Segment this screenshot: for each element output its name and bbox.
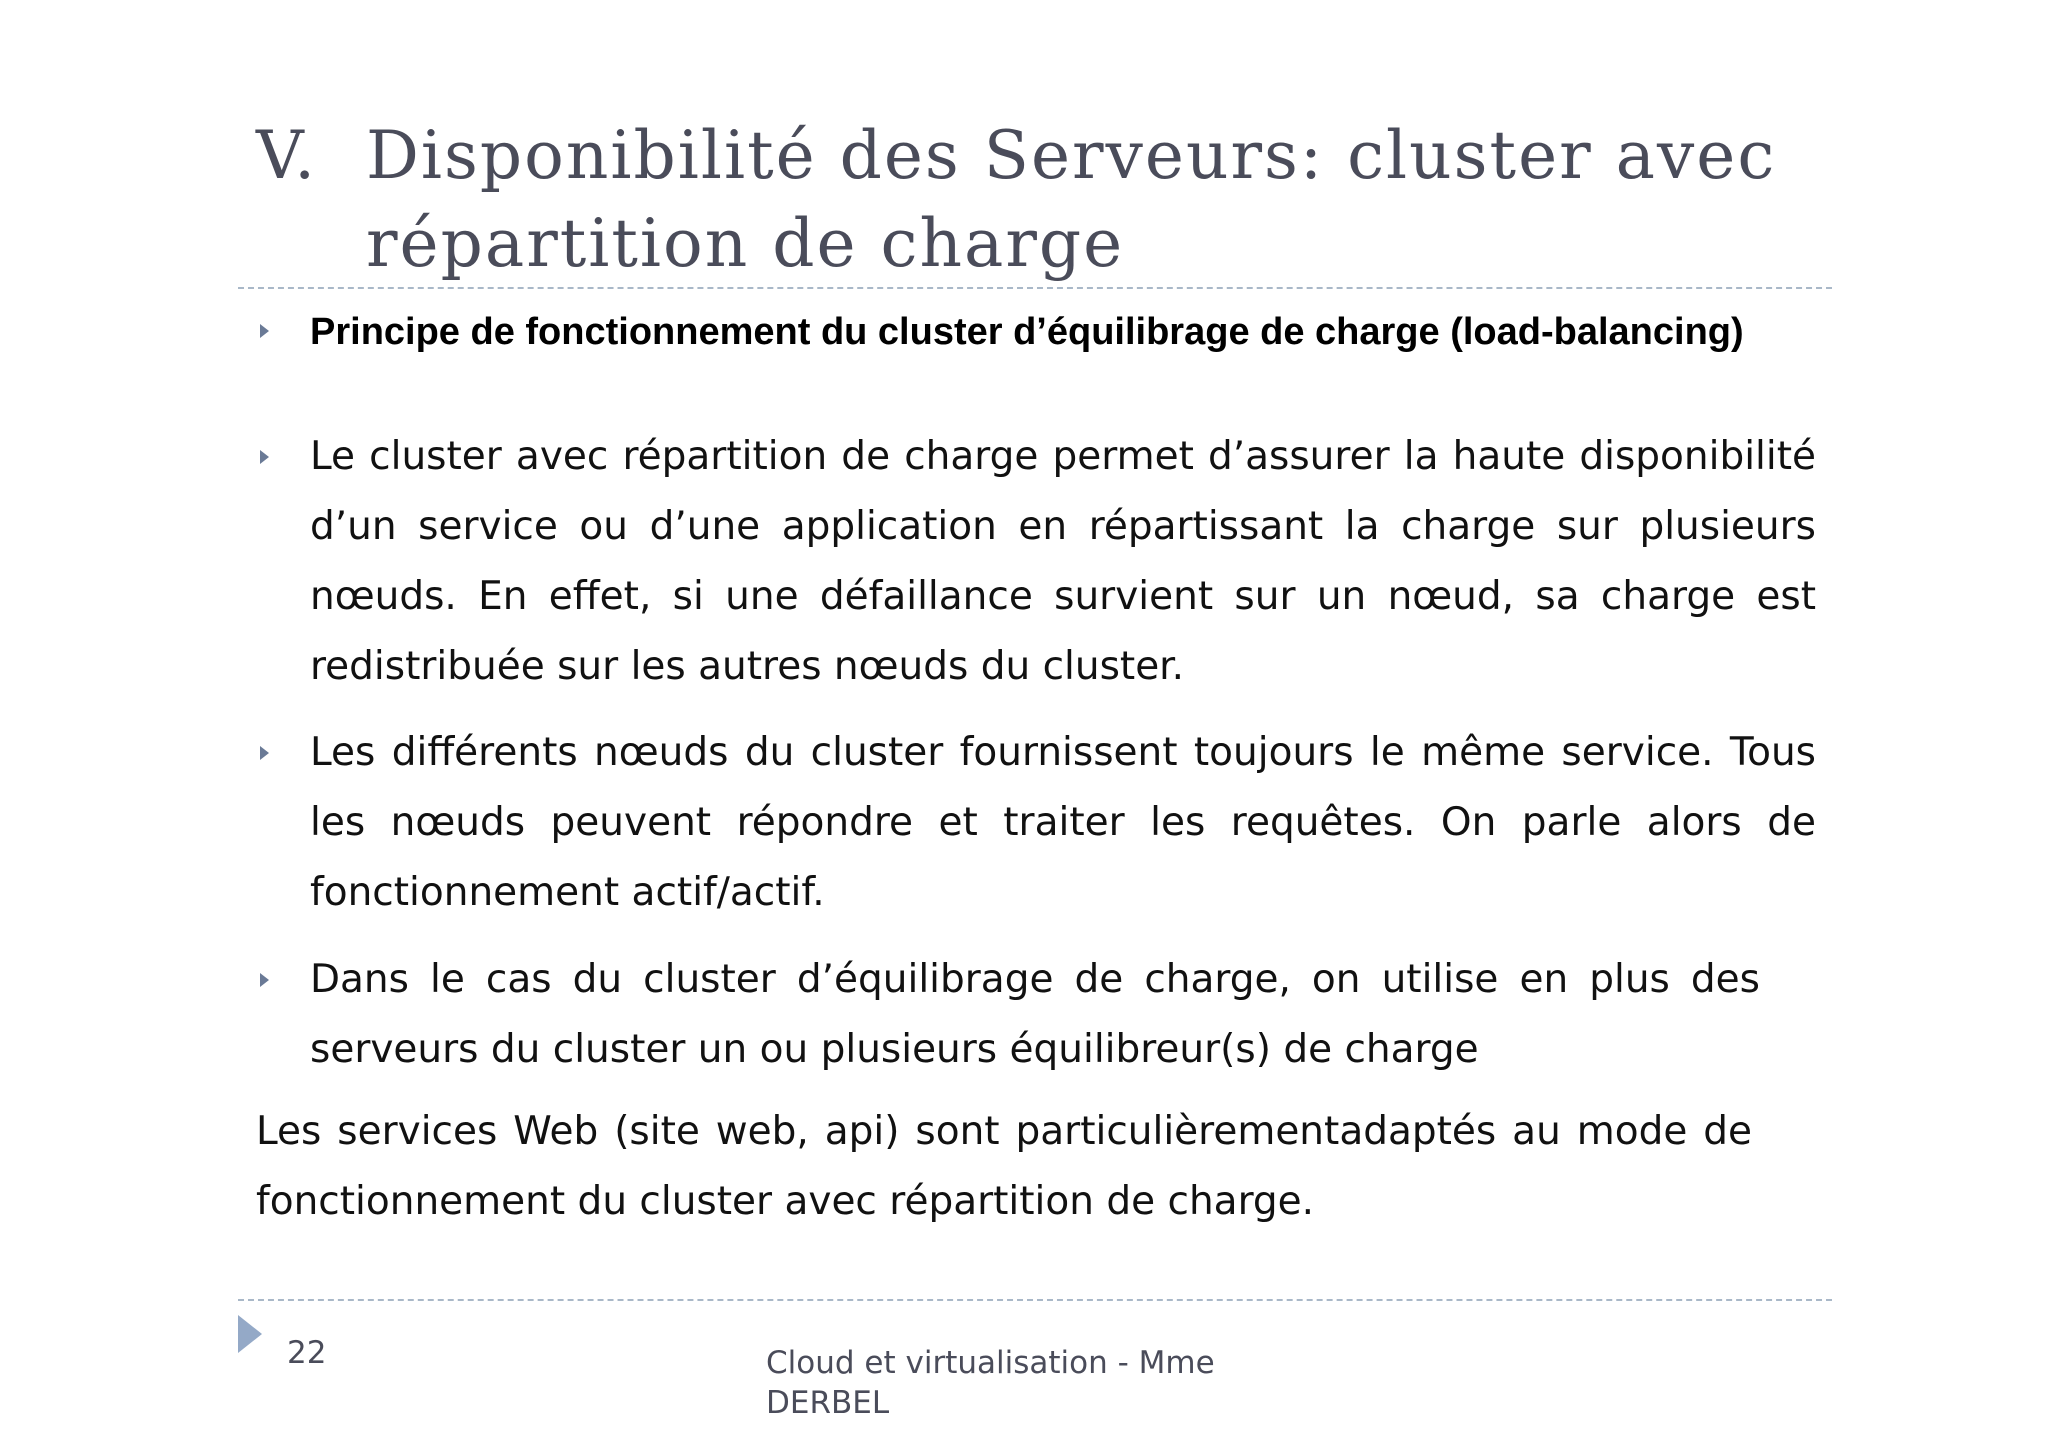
footer-divider: [238, 1299, 1832, 1301]
bullet-arrow-icon: [260, 746, 269, 760]
closing-paragraph: Les services Web (site web, api) sont particulièrementadaptés au mode de fonctionnement du cluster avec répartition de charge.: [256, 1109, 1752, 1224]
bullet-text: Dans le cas du cluster d’équilibrage de charge, on utilise en plus des serveurs du cluster un ou plusieurs équilibreur(s) de charge: [310, 957, 1760, 1072]
page-number: 22: [287, 1335, 327, 1371]
title-divider: [238, 287, 1832, 289]
bullet-heading: Principe de fonctionnement du cluster d’équilibrage de charge (load-balancing): [310, 311, 1744, 353]
bullet-arrow-icon: [260, 450, 269, 464]
bullet-arrow-icon: [260, 973, 269, 987]
bullet-text: Le cluster avec répartition de charge permet d’assurer la haute disponibilité d’un service ou d’une application en répartissant la charge sur plusieurs nœuds. En effet, si une défaillance survient sur un nœud, sa charge est redistribuée sur les autres nœuds du cluster.: [310, 434, 1816, 689]
footer-course-title: Cloud et virtualisation - Mme DERBEL: [766, 1345, 1215, 1421]
title-number: V.: [256, 117, 318, 194]
bullet-arrow-icon: [260, 324, 269, 338]
footer-arrow-icon: [238, 1315, 262, 1353]
title-text: Disponibilité des Serveurs: cluster avec répartition de charge: [366, 117, 1777, 282]
bullet-text: Les différents nœuds du cluster fournissent toujours le même service. Tous les nœuds peuvent répondre et traiter les requêtes. On parle alors de fonctionnement actif/actif.: [310, 730, 1816, 915]
